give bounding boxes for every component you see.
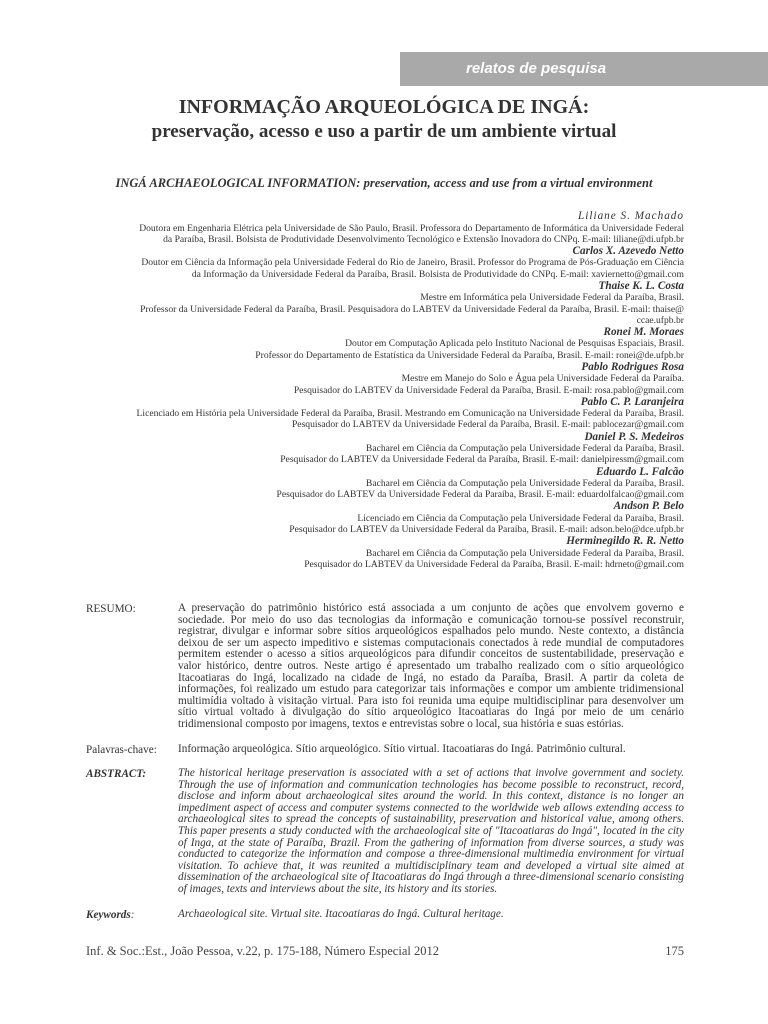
author-block xyxy=(50,280,684,326)
author-block xyxy=(50,535,684,570)
author-affiliation-line: Pesquisador do LABTEV da Universidade Federal da Paraíba, Brasil. E-mail: rosa.pablo@gmail.com xyxy=(293,384,684,396)
author-block xyxy=(50,245,684,280)
author-name: Thaise K. L. Costa xyxy=(598,279,684,292)
author-affiliation-line: Pesquisador do LABTEV da Universidade Federal da Paraíba, Brasil. E-mail: hdrneto@gmail.com xyxy=(304,559,684,571)
article-subtitle: preservação, acesso e uso a partir de um ambiente virtual xyxy=(151,121,617,142)
resumo-text: A preservação do patrimônio histórico está associada a um conjunto de ações que envolvem governo e sociedade. Por meio do uso das tecnologias da informação e comunicação tornou-se possível reconstruir, registrar, divulgar e informar sobre sítios arqueológicos espalhados pelo mundo. Neste contexto, a distância deixou de ser um aspecto impeditivo e sistemas computacionais conectados à rede mundial de computadores permitem estender o acesso a sítios arqueológicos para difundir conceitos de sustentabilidade, preservação e valor histórico, dentre outros. Neste artigo é apresentado um trabalho realizado com o sítio arqueológico Itacoatiaras do Ingá, localizado na cidade de Ingá, no estado da Paraíba, Brasil. A partir da coleta de informações, foi realizado um estudo para categorizar tais informações e compor um ambiente tridimensional multimídia voltado à visitação virtual. Para isto foi reunida uma equipe multidisciplinar para desenvolver um sítio virtual voltado à divulgação do sítio arqueológico Itacoatiaras do Ingá por meio de um cenário tridimensional composto por imagens, textos e entrevistas sobre o local, sua história e suas estórias. xyxy=(178,602,684,730)
author-block xyxy=(50,466,684,501)
palavras-chave-text: Informação arqueológica. Sítio arqueológico. Sítio virtual. Itacoatiaras do Ingá. Patrimônio cultural. xyxy=(178,743,626,755)
author-affiliation-line: Doutor em Computação Aplicada pelo Instituto Nacional de Pesquisas Espaciais, Brasil. xyxy=(345,338,684,350)
author-affiliation-line: da Paraíba, Brasil. Bolsista de Produtividade Desenvolvimento Tecnológico e Extensão Inovadora do CNPq. E-mail: liliane@di.ufpb.br xyxy=(163,233,684,245)
author-affiliation-line: Doutor em Ciência da Informação pela Universidade Federal do Rio de Janeiro, Brasil. Professor do Programa de Pós-Graduação em Ciência xyxy=(141,257,684,269)
footer-citation: Inf. & Soc.:Est., João Pessoa, v.22, p. 175-188, Número Especial 2012 xyxy=(86,944,439,958)
author-list xyxy=(50,210,684,570)
author-affiliation-line: Pesquisador do LABTEV da Universidade Federal da Paraíba, Brasil. E-mail: danielpiressm@gmail.com xyxy=(280,454,684,466)
author-affiliation-line: Bacharel em Ciência da Computação pela Universidade Federal da Paraíba, Brasil. xyxy=(365,443,684,455)
keywords-label: Keywords xyxy=(86,909,131,921)
author-block xyxy=(50,431,684,466)
abstract-label: ABSTRACT: xyxy=(86,768,147,780)
author-affiliation-line: Professor da Universidade Federal da Paraíba, Brasil. Pesquisadora do LABTEV da Universidade Federal da Paraíba, Brasil. E-mail: thaise@ xyxy=(140,303,684,315)
author-name: Liliane S. Machado xyxy=(578,210,684,222)
abstract-text: The historical heritage preservation is associated with a set of actions that involve government and society. Through the use of information and communication technologies has become possible to reconstruct, record, disclose and inform about archaeological sites around the world. In this context, distance is no longer an impediment aspect of access and computer systems connected to the worldwide web allows extending access to archaeological sites to spread the concepts of sustainability, preservation and historical value, among others. This paper presents a study conducted with the archaeological site of "Itacoatiaras do Ingá", located in the city of Inga, at the state of Paraíba, Brazil. From the gathering of information from diverse sources, a study was conducted to categorize the information and compose a three-dimensional multimedia environment for virtual visitation. To achieve that, it was reunited a multidisciplinary team and developed a virtual site aimed at dissemination of the archaeological site of Itacoatiaras do Ingá through a three-dimensional scenario consisting of images, texts and interviews about the site, its history and its stories. xyxy=(178,767,684,895)
author-affiliation-line: Licenciado em Ciência da Computação pela Universidade Federal da Paraíba, Brasil. xyxy=(357,512,684,524)
author-name: Pablo C. P. Laranjeira xyxy=(580,395,684,408)
keywords-text: Archaeological site. Virtual site. Itacoatiaras do Ingá. Cultural heritage. xyxy=(178,908,504,920)
author-name: Pablo Rodrigues Rosa xyxy=(581,360,684,373)
author-affiliation-line: Doutora em Engenharia Elétrica pela Universidade de São Paulo, Brasil. Professora do Departamento de Informática da Universidade Federal xyxy=(139,222,684,234)
author-affiliation-line: Bacharel em Ciência da Computação pela Universidade Federal da Paraíba, Brasil. xyxy=(365,478,684,490)
author-name: Daniel P. S. Medeiros xyxy=(584,430,684,443)
author-block xyxy=(50,361,684,396)
author-name: Ronei M. Moraes xyxy=(603,325,684,338)
author-affiliation-line: Mestre em Informática pela Universidade Federal da Paraíba, Brasil. xyxy=(420,292,684,304)
keywords-colon: : xyxy=(130,909,135,921)
author-affiliation-line: Bacharel em Ciência da Computação pela Universidade Federal da Paraíba, Brasil. xyxy=(365,547,684,559)
author-block xyxy=(50,396,684,431)
author-affiliation-line: Pesquisador do LABTEV da Universidade Federal da Paraíba, Brasil. E-mail: adson.belo@dce.ufpb.br xyxy=(289,524,684,536)
author-affiliation-line: Mestre em Manejo do Solo e Água pela Universidade Federal da Paraíba. xyxy=(401,373,684,385)
author-name: Eduardo L. Falcão xyxy=(596,465,684,478)
author-affiliation-line: Pesquisador do LABTEV da Universidade Federal da Paraíba, Brasil. E-mail: pablocezar@gmail.com xyxy=(291,419,684,431)
author-block xyxy=(50,500,684,535)
author-affiliation-line: Professor do Departamento de Estatística da Universidade Federal da Paraíba, Brasil. E-mail: ronei@de.ufpb.br xyxy=(255,349,684,361)
section-label: relatos de pesquisa xyxy=(466,60,607,77)
author-name: Carlos X. Azevedo Netto xyxy=(572,244,684,257)
author-affiliation-line: ccae.ufpb.br xyxy=(636,314,684,326)
article-title: INFORMAÇÃO ARQUEOLÓGICA DE INGÁ: xyxy=(178,96,590,118)
author-affiliation-line: Pesquisador do LABTEV da Universidade Federal da Paraíba, Brasil. E-mail: eduardolfalcao@gmail.com xyxy=(276,489,684,501)
author-affiliation-line: Licenciado em História pela Universidade Federal da Paraíba, Brasil. Mestrando em Comunicação na Universidade Federal da Paraíba, Brasil. xyxy=(136,408,684,420)
keywords-label-group xyxy=(86,909,134,921)
author-block xyxy=(50,210,684,245)
author-name: Herminegildo R. R. Netto xyxy=(566,535,684,548)
page-number: 175 xyxy=(665,944,684,958)
resumo-label: RESUMO: xyxy=(86,603,136,615)
author-affiliation-line: da Informação da Universidade Federal da Paraíba, Brasil. Bolsista de Produtividade do CNPq. E-mail: xaviernetto@gmail.com xyxy=(191,268,684,280)
author-name: Andson P. Belo xyxy=(613,500,684,513)
author-block xyxy=(50,326,684,361)
section-banner xyxy=(400,52,768,86)
palavras-chave-label: Palavras-chave: xyxy=(86,744,157,756)
article-title-english: INGÁ ARCHAEOLOGICAL INFORMATION: preservation, access and use from a virtual environment xyxy=(115,176,653,190)
